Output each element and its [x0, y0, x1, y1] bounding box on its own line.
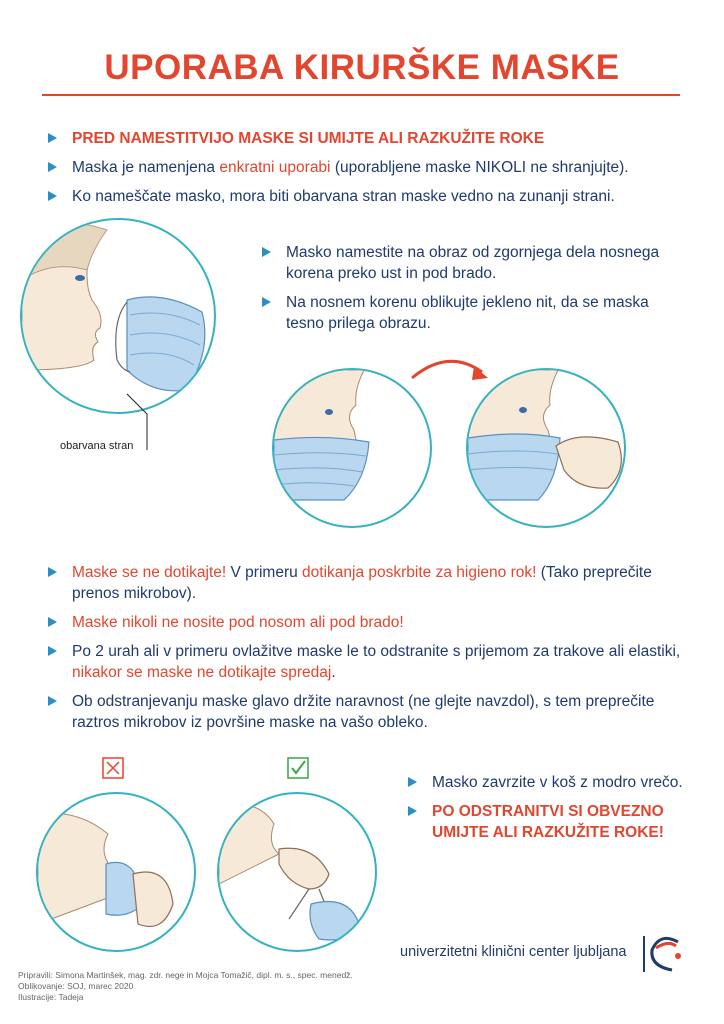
face-with-mask-drawing: [22, 220, 216, 414]
list-item: [48, 157, 698, 178]
list-item: [48, 562, 698, 604]
page-title: UPORABA KIRURŠKE MASKE: [104, 48, 620, 87]
illustration-removal-correct: [217, 792, 377, 952]
bullet-highlight: PO ODSTRANITVI SI OBVEZNO UMIJTE ALI RAZKUŽITE ROKE!: [432, 803, 664, 841]
illustration-mask-profile: [20, 218, 216, 414]
face-mask-pinch-drawing: [468, 370, 626, 528]
bullet-text: Na nosnem korenu oblikujte jekleno nit, da se maska tesno prilega obrazu.: [286, 294, 649, 332]
bullet-arrow-icon: [262, 297, 271, 307]
bullet-text: PRED NAMESTITVIJO MASKE SI UMIJTE ALI RAZKUŽITE ROKE: [72, 130, 545, 147]
bullet-arrow-icon: [48, 567, 57, 577]
bullet-arrow-icon: [48, 646, 57, 656]
face-mask-before-drawing: [274, 370, 432, 528]
disposal-bullet-list: [408, 772, 708, 851]
bullet-arrow-icon: [48, 162, 57, 172]
credit-line: Ilustracije: Tadeja: [18, 992, 84, 1002]
list-item: [48, 691, 698, 733]
list-item: [48, 186, 698, 207]
bullet-highlight: Maske nikoli ne nosite pod nosom ali pod brado!: [72, 614, 404, 631]
fit-bullet-list: [262, 242, 682, 342]
bullet-text: V primeru: [226, 564, 303, 581]
bullet-text: (Tako preprečite prenos mikrobov).: [72, 564, 652, 602]
credit-line: Pripravili: Simona Martinšek, mag. zdr. nege in Mojca Tomažič, dipl. m. s., spec. menedž.: [18, 970, 353, 980]
bullet-arrow-icon: [48, 696, 57, 706]
title-divider: [42, 94, 680, 96]
list-item: [48, 641, 698, 683]
list-item: [48, 128, 698, 149]
bullet-text: Masko zavrzite v koš z modro vrečo.: [432, 774, 683, 791]
bullet-text: .: [331, 664, 336, 681]
bullet-text: Po 2 urah ali v primeru ovlažitve maske le to odstranite s prijemom za trakove ali elastiki,: [72, 643, 681, 660]
list-item: [408, 801, 708, 843]
bullet-highlight: Maske se ne dotikajte!: [72, 564, 227, 581]
bullet-highlight: nikakor se maske ne dotikajte spredaj: [72, 664, 332, 681]
bullet-arrow-icon: [48, 617, 57, 627]
bullet-text: Maska je namenjena: [72, 159, 220, 176]
bullet-arrow-icon: [48, 133, 57, 143]
wrong-x-icon: [102, 757, 124, 784]
bullet-text: Masko namestite na obraz od zgornjega dela nosnega korena preko ust in pod brado.: [286, 244, 660, 282]
bullet-highlight: dotikanja poskrbite za higieno rok!: [302, 564, 537, 581]
removal-correct-drawing: [219, 794, 377, 952]
credit-line: Oblikovanje: SOJ, marec 2020: [18, 981, 134, 991]
brand-name: univerzitetni klinični center ljubljana: [400, 944, 627, 960]
list-item: [262, 242, 682, 284]
bullet-arrow-icon: [408, 777, 417, 787]
illustration-mask-after: [466, 368, 626, 528]
bullet-text: (uporabljene maske NIKOLI ne shranjujte).: [330, 159, 629, 176]
bullet-highlight: enkratni uporabi: [219, 159, 331, 176]
bullet-arrow-icon: [262, 247, 271, 257]
list-item: [262, 292, 682, 334]
caption-colored-side: obarvana stran: [60, 440, 134, 452]
correct-check-icon: [287, 757, 309, 784]
removal-wrong-drawing: [38, 794, 196, 952]
curved-arrow-icon: [408, 352, 498, 397]
list-item: [408, 772, 708, 793]
top-bullet-list: [48, 128, 698, 215]
ukc-logo: [630, 932, 686, 979]
middle-bullet-list: [48, 562, 698, 741]
bullet-text: Ko nameščate masko, mora biti obarvana stran maske vedno na zunanji strani.: [72, 188, 615, 205]
credits: [18, 970, 353, 1003]
bullet-arrow-icon: [408, 806, 417, 816]
bullet-text: Ob odstranjevanju maske glavo držite naravnost (ne glejte navzdol), s tem preprečite raztros mikrobov iz površine maske na vašo obleko.: [72, 693, 655, 731]
list-item: [48, 612, 698, 633]
illustration-removal-wrong: [36, 792, 196, 952]
illustration-mask-before: [272, 368, 432, 528]
bullet-arrow-icon: [48, 191, 57, 201]
